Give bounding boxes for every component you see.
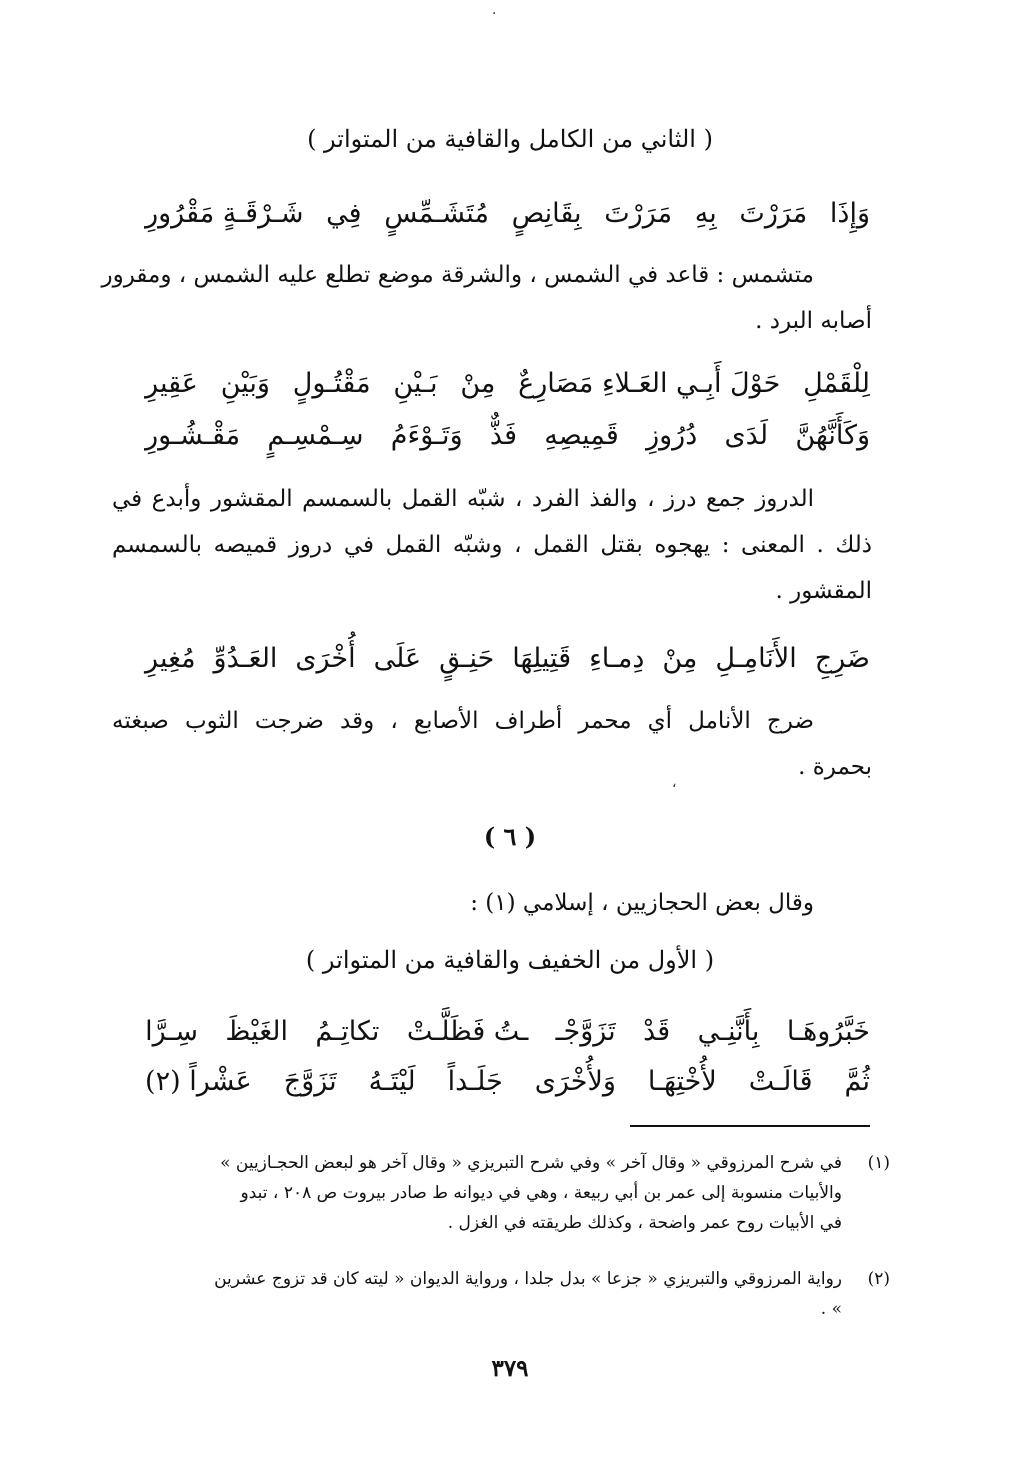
verse-word: الأَنَامِـلِ: [715, 642, 797, 674]
section-heading-meter-1: ( الثاني من الكامل والقافية من المتواتر ): [307, 125, 713, 153]
verse-line-2: [145, 362, 870, 404]
gloss-line: أصابه البرد .: [755, 308, 872, 334]
verse-word: دِمـاءِ: [589, 642, 645, 674]
verse-word: بِأَنَّنِـي: [697, 1015, 760, 1047]
verse-line-1: [145, 192, 870, 234]
verse-word: دُرُوزِ: [646, 419, 698, 451]
verse-word: وَتَـوْءَمُ: [390, 419, 463, 451]
gloss-paragraph-3: [112, 698, 872, 790]
verse-word: سِـرَّا: [145, 1015, 199, 1047]
gloss-paragraph-2: [112, 476, 872, 614]
verse-word: عَقِيرِ: [145, 367, 198, 399]
verse-line-4: [145, 637, 870, 679]
intro-line: وقال بعض الحجازيين ، إسلامي (١) :: [470, 890, 814, 916]
footnote-number: (١): [867, 1153, 890, 1173]
verse-word: أُخْرَى: [295, 642, 356, 674]
verse-word: مَرَرْتَ: [739, 197, 808, 229]
verse-word: لَدَى: [724, 419, 769, 451]
verse-word: ـتُ فَظَلَّـتْ: [406, 1015, 529, 1047]
verse-word: مَقْتُـولٍ: [292, 367, 371, 399]
verse-word: تكاتِـمُ: [315, 1015, 380, 1047]
verse-word: بِهِ: [694, 197, 717, 229]
footnote-line: والأبيات منسوبة إلى عمر بن أبي ربيعة ، وهي في ديوانه ط صادر بيروت ص ٢٠٨ ، تبدو: [240, 1183, 842, 1203]
verse-word: وَبَيْنِ: [220, 367, 270, 399]
verse-line-6: [145, 1060, 870, 1102]
gloss-line: بحمرة .: [798, 754, 872, 780]
verse-word: العَـدُوِّ: [213, 642, 278, 674]
verse-word: وَكَأَنَّهُنَّ: [795, 419, 870, 451]
footnote-line: » .: [820, 1299, 842, 1319]
poem-intro: [112, 880, 872, 926]
verse-word: قَالَـتْ: [748, 1065, 813, 1097]
verse-word: حَوْلَ أَبِـي العَـلاءِ مَصَارِعٌ: [518, 367, 781, 399]
verse-word: فَذٌّ: [489, 419, 517, 451]
verse-word: سِـمْسِـمٍ: [267, 419, 364, 451]
verse-word: مَقْـشُـورِ: [145, 419, 241, 451]
verse-word: وَلأُخْرَى: [534, 1065, 616, 1097]
footnote-divider: [630, 1125, 870, 1127]
verse-word: بِقَانِصٍ: [511, 197, 582, 229]
verse-word: تَزَوَّجْـ: [555, 1015, 616, 1047]
poem-number: ( ٦ ): [483, 822, 537, 851]
verse-word: مُتَشَـمِّسٍ: [384, 197, 489, 229]
verse-word: ثُمَّ: [844, 1065, 870, 1097]
verse-word: عَلَى: [373, 642, 422, 674]
verse-word: قَتِيلِهَا: [512, 642, 572, 674]
verse-word: خَبَّرُوهَـا: [786, 1015, 870, 1047]
verse-word: لَيْتَـهُ: [368, 1065, 416, 1097]
verse-word: مِنْ: [460, 367, 496, 399]
page-number: ٣٧٩: [491, 1355, 529, 1382]
stray-dot: ·: [492, 6, 497, 22]
gloss-line: ضرج الأنامل أي محمر أطراف الأصابع ، وقد ضرجت الثوب صبغته: [112, 708, 814, 734]
footnote-1: [130, 1148, 890, 1238]
gloss-line: ذلك . المعنى : يهجوه بقتل القمل ، وشبّه القمل في دروز قميصه بالسمسم: [112, 532, 872, 558]
verse-line-3: [145, 414, 870, 456]
gloss-line: المقشور .: [775, 578, 872, 604]
verse-word: تَزَوَّجَ: [283, 1065, 337, 1097]
footnote-line: في شرح المرزوقي « وقال آخر » وفي شرح التبريزي « وقال آخر هو لبعض الحجـازيين »: [220, 1153, 842, 1173]
verse-word: بَـيْنِ: [393, 367, 438, 399]
verse-word: لِلْقَمْلِ: [803, 367, 870, 399]
verse-word: قَمِيصِهِ: [544, 419, 619, 451]
section-heading-meter-2: ( الأول من الخفيف والقافية من المتواتر ): [305, 946, 715, 974]
verse-word: مَرَرْتَ: [604, 197, 673, 229]
verse-word: عَشْراً (٢): [145, 1065, 252, 1097]
verse-word: مِنْ: [662, 642, 698, 674]
gloss-line: الدروز جمع درز ، والفذ الفرد ، شبّه القمل بالسمسم المقشور وأبدع في: [112, 486, 814, 512]
verse-word: قَدْ: [643, 1015, 671, 1047]
stray-comma: ،: [672, 775, 677, 791]
verse-word: جَلَـداً: [447, 1065, 503, 1097]
verse-word: وَإِذَا: [829, 197, 870, 229]
verse-word: ضَرِجِ: [814, 642, 870, 674]
verse-line-5: [145, 1010, 870, 1052]
footnote-line: في الأبيات روح عمر واضحة ، وكذلك طريقته في الغزل .: [447, 1213, 842, 1233]
footnote-number: (٢): [867, 1269, 890, 1289]
verse-word: فِي: [326, 197, 362, 229]
footnote-line: رواية المرزوقي والتبريزي « جزعا » بدل جلدا ، ورواية الديوان « ليته كان قد تزوج عشرين: [214, 1269, 842, 1289]
verse-word: شَـرْقَـةٍ مَقْرُورِ: [145, 197, 304, 229]
verse-word: لأُخْتِهَـا: [647, 1065, 717, 1097]
verse-word: الغَيْظَ: [225, 1015, 288, 1047]
footnote-2: [130, 1264, 890, 1324]
gloss-paragraph-1: [101, 252, 872, 344]
gloss-line: متشمس : قاعد في الشمس ، والشرقة موضع تطلع عليه الشمس ، ومقرور: [101, 262, 814, 288]
verse-word: حَنِـقٍ: [439, 642, 495, 674]
verse-word: مُغِيرِ: [145, 642, 196, 674]
